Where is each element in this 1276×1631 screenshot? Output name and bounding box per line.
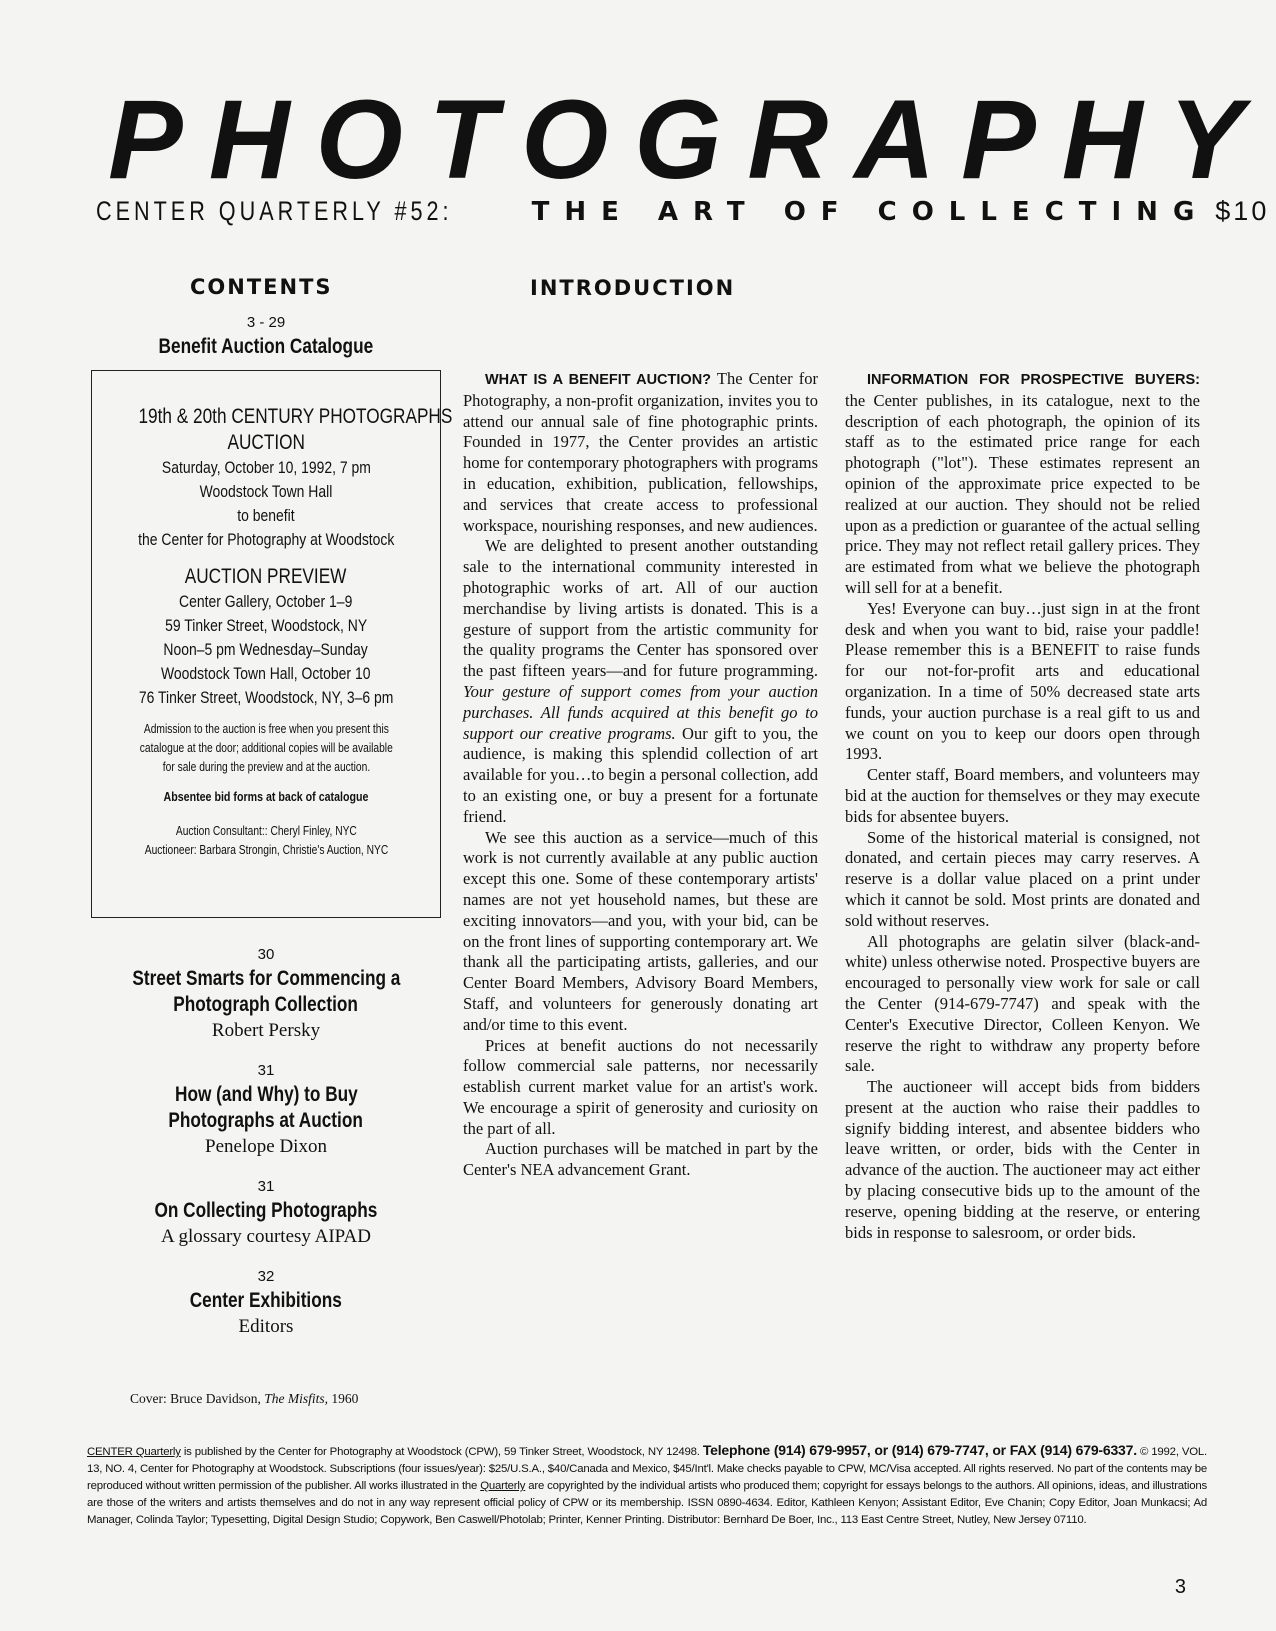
auction-line: to benefit xyxy=(237,506,295,525)
toc-title: How (and Why) to Buy xyxy=(174,1083,358,1106)
auction-title: 19th & 20th CENTURY PHOTOGRAPHS xyxy=(138,405,453,428)
toc-item xyxy=(91,1060,441,1160)
paragraph-text: the Center publishes, in its catalogue, next to the description of each photograph, the opinion of its staff as to the estimated price range for each photograph ("lot"). These estimates represent an opinion of the approximate price expected to be realized at our auction. They should not be relied upon as a prediction or guarantee of the actual selling price. They may not reflect retail gallery prices. They are estimated from what we believe the photograph will sell for at a benefit. xyxy=(845,390,1200,597)
toc-page-number: 30 xyxy=(257,946,275,963)
admission-note xyxy=(104,720,428,777)
paragraph-text: We are delighted to present another outstanding sale to the international community interested in photographic works of art. All of our auction merchandise by living artists is donated. This is a gesture of support from the artistic community for the quality programs the Center has sponsored over the past fifteen years—and for future programming. xyxy=(463,536,818,681)
toc-title: Photographs at Auction xyxy=(168,1109,364,1132)
auction-credits xyxy=(104,822,428,860)
paragraph: Auction purchases will be matched in part by the Center's NEA advancement Grant. xyxy=(463,1139,818,1180)
masthead-title: PHOTOGRAPHY xyxy=(108,77,1270,202)
paragraph: Some of the historical material is consigned, not donated, and certain pieces may carry reserves. A reserve is a dollar value placed on a print under which it cannot be sold. Most prints are donated and sold without reserves. xyxy=(845,827,1200,930)
toc-page-number: 31 xyxy=(257,1178,275,1195)
preview-heading: AUCTION PREVIEW xyxy=(185,565,347,588)
admission-note-line: Admission to the auction is free when you present this xyxy=(143,722,389,736)
paragraph: Prices at benefit auctions do not necessarily follow commercial sale patterns, nor necessarily establish current market value for an artist's work. We encourage a spirit of generosity and curiosity on the part of all. xyxy=(463,1035,818,1138)
toc-title: Photograph Collection xyxy=(173,993,359,1016)
absentee-note: Absentee bid forms at back of catalogue xyxy=(163,789,369,804)
toc-title: Street Smarts for Commencing a xyxy=(132,967,400,990)
admission-note-line: catalogue at the door; additional copies will be available xyxy=(139,741,393,755)
colophon xyxy=(87,1442,1207,1529)
auction-line: Saturday, October 10, 1992, 7 pm xyxy=(161,458,371,477)
auction-title-2: AUCTION xyxy=(227,431,305,454)
cover-credit-year: 1960 xyxy=(328,1391,359,1406)
toc-author: Penelope Dixon xyxy=(205,1136,327,1157)
preview-line: 76 Tinker Street, Woodstock, NY, 3–6 pm xyxy=(138,688,394,707)
subtitle-theme: THE ART OF COLLECTING xyxy=(531,197,1210,227)
masthead-subtitle xyxy=(96,196,1270,227)
publication-name: CENTER Quarterly xyxy=(87,1446,181,1458)
toc-author: Robert Persky xyxy=(211,1020,321,1041)
telephone-info: Telephone (914) 679-9957, or (914) 679-7747, or FAX (914) 679-6337. xyxy=(702,1442,1137,1458)
cover-credit xyxy=(130,1391,358,1407)
paragraph: Yes! Everyone can buy…just sign in at the front desk and when you want to bid, raise your paddle! Please remember this is a BENEFIT to raise funds for our not-for-profit arts and educational organization. In a time of 50% decreased state arts funds, your auction purchase is a real gift to us and we count on you to keep our doors open through 1993. xyxy=(845,598,1200,764)
paragraph: Center staff, Board members, and volunteers may bid at the auction for themselves or they may execute bids for absentee buyers. xyxy=(845,765,1200,826)
toc-item xyxy=(91,944,441,1044)
preview-line: Woodstock Town Hall, October 10 xyxy=(161,664,371,683)
lead-in: INFORMATION FOR PROSPECTIVE BUYERS: xyxy=(867,372,1200,388)
toc-author: Editors xyxy=(238,1316,294,1337)
toc-item xyxy=(91,312,441,360)
paragraph-text: Our gift to you, the audience, is making this splendid collection of art available for you…to begin a personal collection, add to an existing one, or buy a present for a fortunate friend. xyxy=(463,723,818,826)
auctioneer: Auctioneer: Barbara Strongin, Christie's Auction, NYC xyxy=(144,843,388,857)
preview-line: Noon–5 pm Wednesday–Sunday xyxy=(163,640,369,659)
intro-column-2 xyxy=(845,369,1200,1243)
colophon-text: © 1992, VOL. 13, NO. 4, Center for Photography at Woodstock. Subscriptions (four issues/year): $25/U.S.A., $40/Canada and Mexico, $45/Int'l. Make checks payable to CPW, MC/Visa accepted. All rights reserved. No part of the contents may be reproduced without written permission of the publisher. All works illustrated in the xyxy=(87,1446,1208,1492)
quarterly-name: Quarterly xyxy=(480,1480,526,1492)
toc-author: A glossary courtesy AIPAD xyxy=(161,1226,371,1247)
toc-title: Center Exhibitions xyxy=(189,1289,343,1312)
lead-in: WHAT IS A BENEFIT AUCTION? xyxy=(485,372,712,388)
paragraph xyxy=(845,369,1200,599)
toc-item xyxy=(91,1176,441,1250)
auction-line: the Center for Photography at Woodstock xyxy=(137,530,395,549)
paragraph xyxy=(463,536,818,827)
paragraph xyxy=(463,369,818,536)
admission-note-line: for sale during the preview and at the auction. xyxy=(162,760,370,774)
paragraph-text: The Center for Photography, a non-profit organization, invites you to attend our annual sale of fine photographic prints. Founded in 1977, the Center provides an artistic home for contemporary photographers with programs in education, exhibition, publication, fellowships, and services that create access to professional workspace, nourishing responses, and new audiences. xyxy=(463,369,818,535)
cover-credit-title: The Misfits, xyxy=(264,1391,328,1406)
contents-heading: CONTENTS xyxy=(190,275,333,299)
preview-line: 59 Tinker Street, Woodstock, NY xyxy=(165,616,367,635)
colophon-text: are copyrighted by the individual artists who produced them; copyright for essays belongs to the authors. All opinions, ideas, and illustrations are those of the writers and artists themselves and do not in any way represent official policy of CPW or its membership. ISSN 0890-4634. Editor, Kathleen Kenyon; Assistant Editor, Eve Chanin; Copy Editor, Joan Munkacsi; Ad Manager, Colinda Taylor; Typesetting, Digital Design Studio; Copywork, Ben Caswell/Photolab; Printer, Kenner Printing. Distributor: Bernhard De Boer, Inc., 113 East Centre Street, Nutley, New Jersey 07110. xyxy=(87,1480,1207,1526)
intro-column-1 xyxy=(463,369,818,1181)
auction-consultant: Auction Consultant:: Cheryl Finley, NYC xyxy=(175,824,357,838)
colophon-text: is published by the Center for Photography at Woodstock (CPW), 59 Tinker Street, Woodstock, NY 12498. xyxy=(180,1446,703,1458)
toc-title: Benefit Auction Catalogue xyxy=(158,335,374,358)
toc-page-number: 3 - 29 xyxy=(246,314,286,331)
auction-line: Woodstock Town Hall xyxy=(199,482,333,501)
paragraph: All photographs are gelatin silver (black-and-white) unless otherwise noted. Prospective buyers are encouraged to personally view work for sale or call the Center (914-679-7747) and speak with the Center's Executive Director, Colleen Kenyon. We reserve the right to withdraw any property before sale. xyxy=(845,931,1200,1076)
paragraph: The auctioneer will accept bids from bidders present at the auction who raise their paddles to signify bidding interest, and absentee bidders who leave written, or order, bids with the Center in advance of the auction. The auctioneer may act either by placing consecutive bids up to the amount of the reserve, opening bidding at the reserve, or entering bids in response to salesroom, or order bids. xyxy=(845,1077,1200,1242)
toc-page-number: 32 xyxy=(257,1268,275,1285)
toc-page-number: 31 xyxy=(257,1062,275,1079)
preview-line: Center Gallery, October 1–9 xyxy=(179,592,353,611)
emphasis-text: Your gesture of support comes from your auction purchases. All funds acquired at this benefit go to support our creative programs. xyxy=(463,681,818,743)
subtitle-issue: CENTER QUARTERLY #52: xyxy=(96,196,453,226)
paragraph: We see this auction as a service—much of this work is not currently available at any public auction except this one. Some of these contemporary artists' names are not yet household names, but these are exciting innovators—and you, with your bid, can be on the front lines of supporting contemporary art. We thank all the participating artists, galleries, and our Center Board Members, Advisory Board Members, Staff, and volunteers for generously donating art and/or time to this event. xyxy=(463,827,818,1034)
auction-info-box xyxy=(91,370,453,918)
toc-title: On Collecting Photographs xyxy=(154,1199,378,1222)
page-number: 3 xyxy=(1174,1576,1186,1598)
toc-item xyxy=(91,1266,441,1340)
cover-credit-prefix: Cover: Bruce Davidson, xyxy=(130,1391,265,1406)
subtitle-price: $10 xyxy=(1215,196,1270,226)
introduction-heading: INTRODUCTION xyxy=(530,276,736,300)
